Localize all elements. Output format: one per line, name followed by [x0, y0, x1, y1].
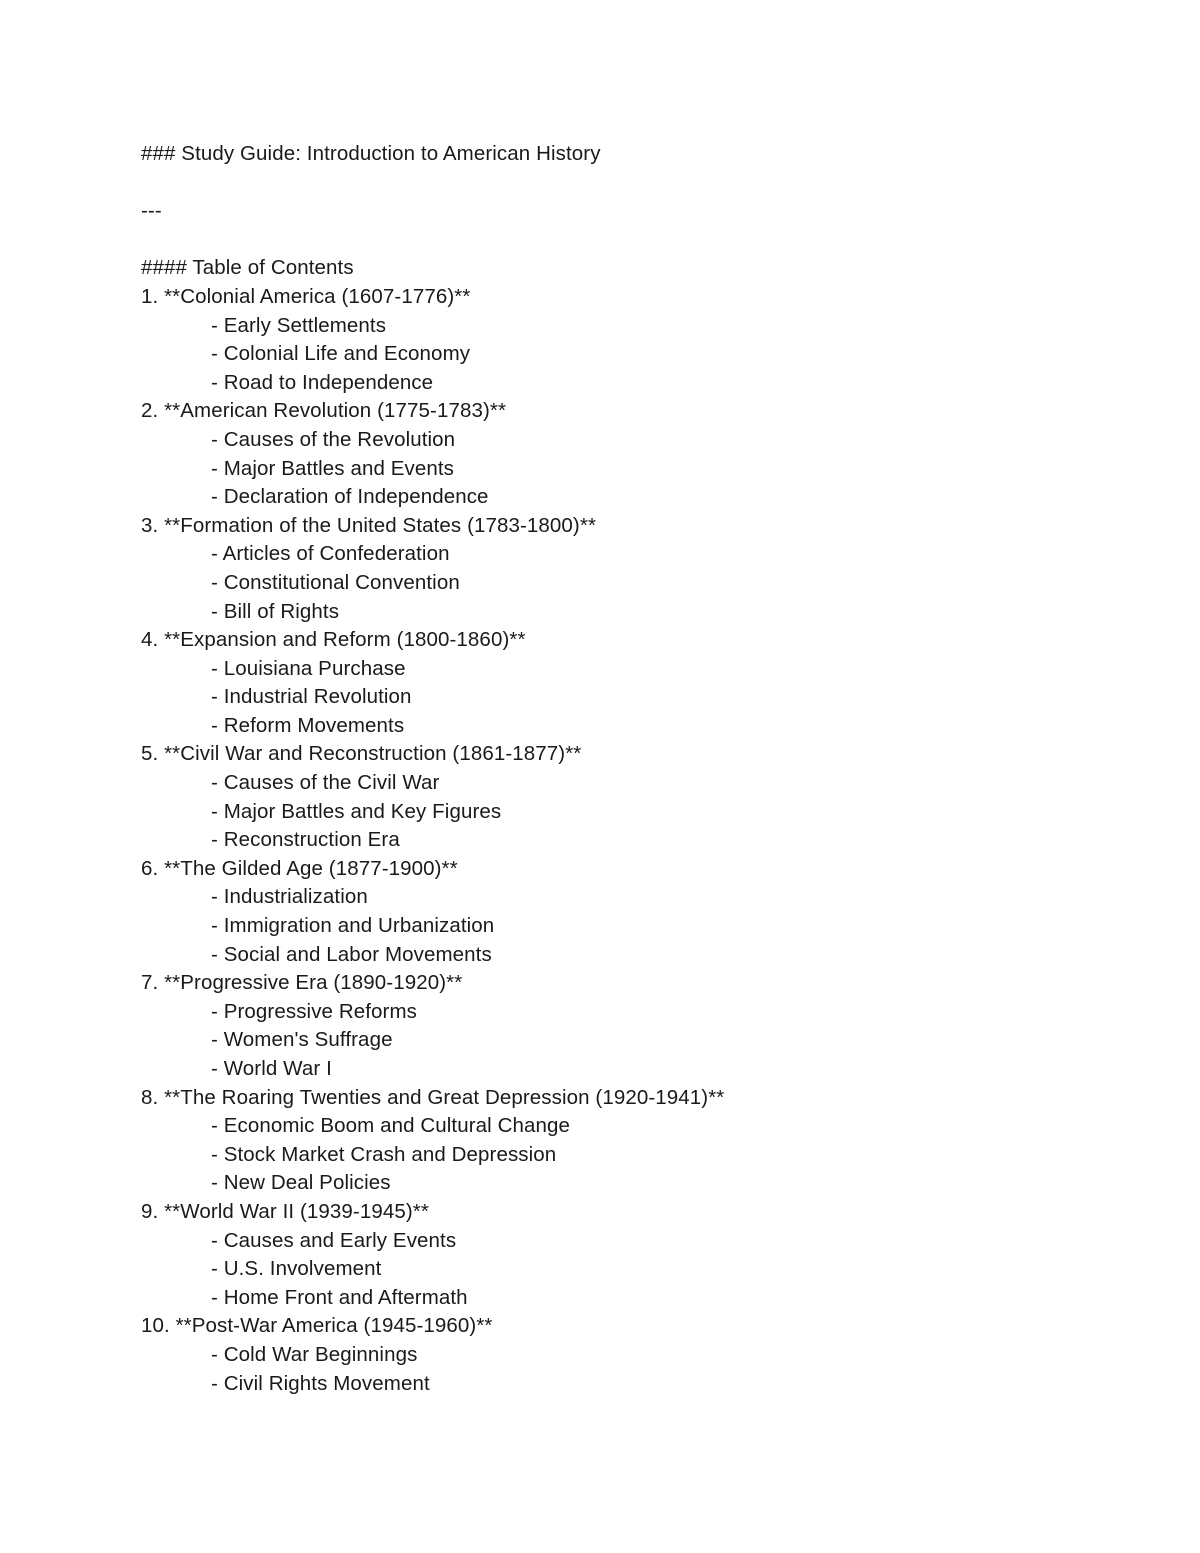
toc-subitem: - Cold War Beginnings — [211, 1342, 418, 1366]
toc-section-label: 7. **Progressive Era (1890-1920)** — [141, 971, 463, 995]
toc-subitem: - Colonial Life and Economy — [211, 342, 471, 366]
toc-subitem: - Bill of Rights — [211, 599, 340, 623]
toc-subitem: - Early Settlements — [211, 313, 387, 337]
toc-section-label: 9. **World War II (1939-1945)** — [141, 1199, 429, 1223]
toc-section — [141, 1084, 1121, 1198]
blank-line — [141, 169, 1121, 198]
toc-subitem: - Major Battles and Key Figures — [211, 799, 502, 823]
toc-subitem: - Louisiana Purchase — [211, 656, 406, 680]
toc-subitem: - Major Battles and Events — [211, 456, 455, 480]
toc-heading: #### Table of Contents — [141, 256, 354, 280]
toc-subitem: - New Deal Policies — [211, 1171, 391, 1195]
toc-section-label: 3. **Formation of the United States (1783-1800)** — [141, 513, 597, 537]
toc-subitem: - Civil Rights Movement — [211, 1371, 430, 1395]
toc-subitem: - Articles of Confederation — [211, 542, 450, 566]
toc-subitem: - Declaration of Independence — [211, 485, 489, 509]
toc-subitem: - Economic Boom and Cultural Change — [211, 1114, 571, 1138]
toc-section-label: 2. **American Revolution (1775-1783)** — [141, 399, 507, 423]
toc-section — [141, 626, 1121, 740]
toc-section-label: 10. **Post-War America (1945-1960)** — [141, 1314, 493, 1338]
toc-subitem: - Home Front and Aftermath — [211, 1285, 468, 1309]
toc-section-label: 4. **Expansion and Reform (1800-1860)** — [141, 628, 526, 652]
toc-subitem: - U.S. Involvement — [211, 1257, 382, 1281]
toc-section-label: 5. **Civil War and Reconstruction (1861-1877)** — [141, 742, 582, 766]
toc-section-label: 6. **The Gilded Age (1877-1900)** — [141, 856, 458, 880]
toc-subitem: - Stock Market Crash and Depression — [211, 1142, 557, 1166]
toc-subitem: - Causes of the Civil War — [211, 771, 440, 795]
document-content — [141, 140, 1121, 1398]
toc-section — [141, 740, 1121, 854]
toc-subitem: - Causes and Early Events — [211, 1228, 457, 1252]
toc-section — [141, 283, 1121, 397]
toc-subitem: - World War I — [211, 1057, 332, 1080]
toc-section-label: 1. **Colonial America (1607-1776)** — [141, 284, 471, 308]
toc-section-label: 8. **The Roaring Twenties and Great Depression (1920-1941)** — [141, 1085, 725, 1109]
toc-section — [141, 512, 1121, 626]
toc-subitem: - Immigration and Urbanization — [211, 914, 495, 938]
blank-line — [141, 226, 1121, 255]
toc-subitem: - Industrialization — [211, 885, 368, 909]
separator-line: --- — [141, 199, 162, 223]
toc-section — [141, 855, 1121, 969]
toc-subitem: - Reform Movements — [211, 713, 405, 737]
toc-subitem: - Women's Suffrage — [211, 1028, 393, 1052]
toc-subitem: - Road to Independence — [211, 370, 434, 394]
toc-subitem: - Progressive Reforms — [211, 999, 418, 1023]
toc-section — [141, 397, 1121, 511]
toc-subitem: - Reconstruction Era — [211, 828, 400, 852]
toc-section — [141, 969, 1121, 1083]
document-title: ### Study Guide: Introduction to American History — [141, 142, 601, 165]
toc-subitem: - Causes of the Revolution — [211, 427, 456, 451]
toc-subitem: - Social and Labor Movements — [211, 942, 492, 966]
toc-section — [141, 1198, 1121, 1312]
toc-section — [141, 1312, 1121, 1398]
toc-subitem: - Industrial Revolution — [211, 685, 412, 709]
toc-subitem: - Constitutional Convention — [211, 570, 460, 594]
